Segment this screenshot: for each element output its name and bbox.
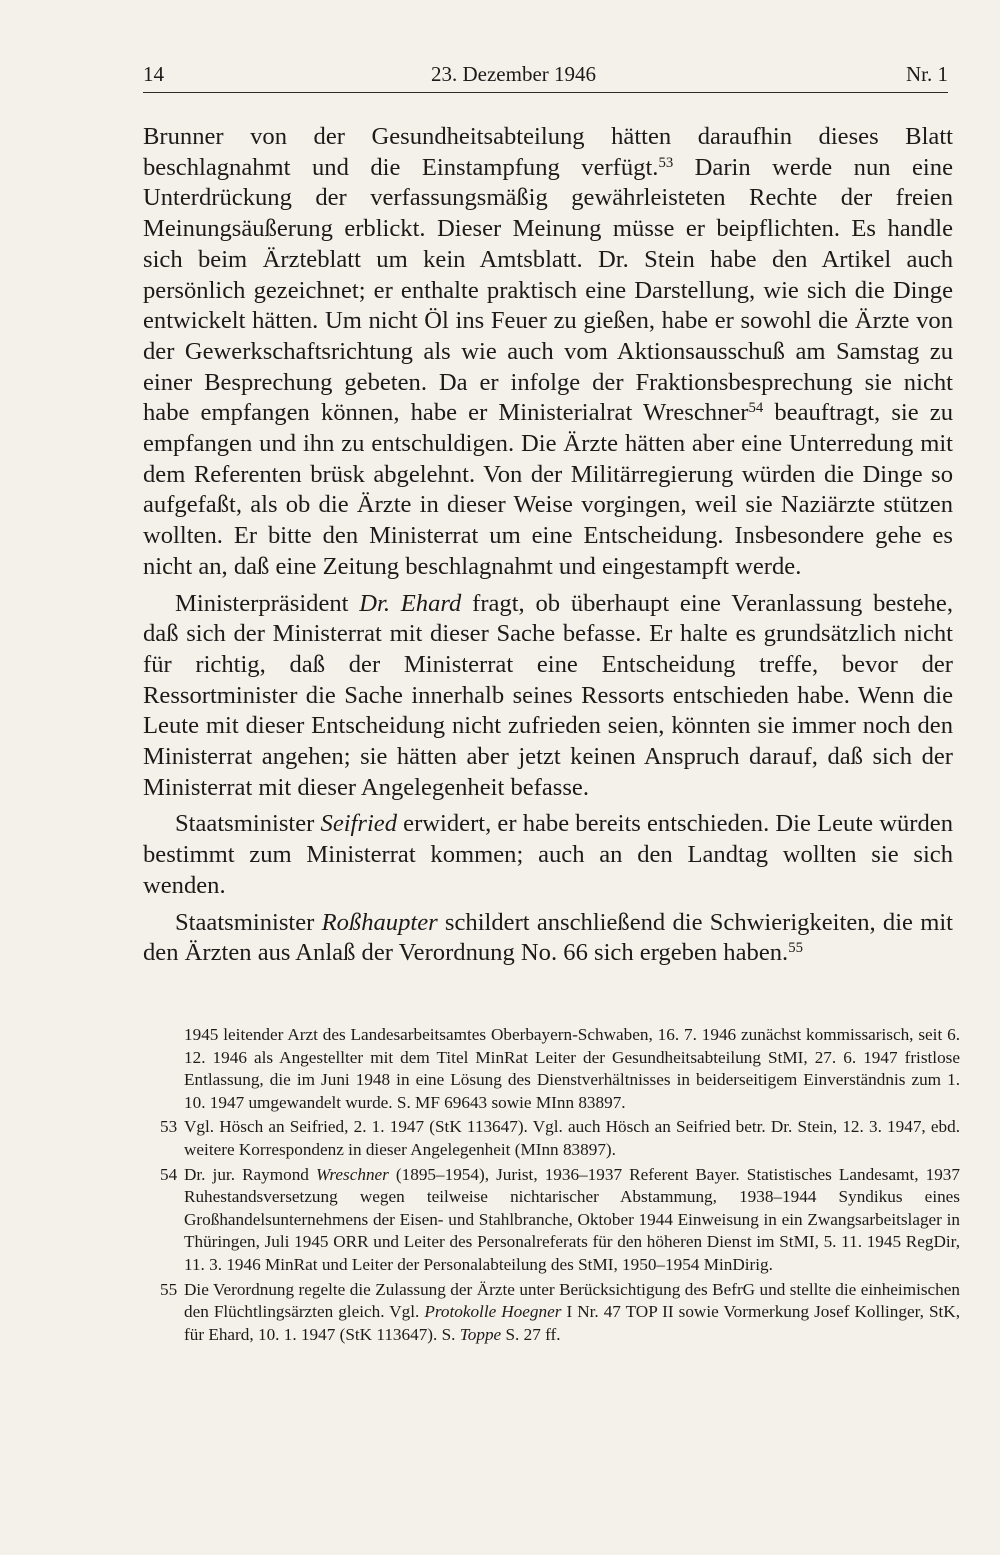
speaker-title: Staatsminister <box>175 908 322 936</box>
footnote-54 <box>160 1164 960 1277</box>
footnote-ref-54[interactable]: 54 <box>748 400 764 417</box>
paragraph-3 <box>143 809 953 901</box>
paragraph-text: schildert anschließend die Schwierigkeiten, die mit den Ärzten aus Anlaß der Verordnung No. 66 sich ergeben haben. <box>143 908 953 967</box>
footnote-53 <box>160 1116 960 1161</box>
footnote-text: S. 27 ff. <box>501 1324 561 1344</box>
main-text <box>143 122 953 969</box>
footnote-text: (1895–1954), Jurist, 1936–1937 Referent Bayer. Statistisches Landesamt, 1937 Ruhestandsversetzung wegen teilweise nichtarischer Abstammung, 1938–1944 Syndikus eines Großhandelsunternehmens der Eisen- und Stahlbranche, Oktober 1944 Einweisung in ein Zwangsarbeitslager in Thüringen, Juli 1945 ORR und Leiter des Personalreferats für den höheren Dienst im StMI, 5. 11. 1945 RegDir, 11. 3. 1946 MinRat und Leiter der Personalabteilung des StMI, 1950–1954 MinDirig. <box>184 1164 960 1274</box>
speaker-name: Roßhaupter <box>321 908 438 936</box>
footnote-text: 1945 leitender Arzt des Landesarbeitsamtes Oberbayern-Schwaben, 16. 7. 1946 zunächst kommissarisch, seit 6. 12. 1946 als Angestellter mit dem Titel MinRat Leiter der Gesundheitsabteilung StMI, 27. 6. 1947 fristlose Entlassung, die im Juni 1948 in eine Lösung des Dienstverhältnisses in beiderseitigem Einverständnis zum 1. 10. 1947 umgewandelt wurde. S. MF 69643 sowie MInn 83897. <box>184 1025 960 1112</box>
footnote-text: I Nr. 47 TOP II sowie Vormerkung Josef Kollinger, StK, für Ehard, 10. 1. 1947 (StK 113647). S. <box>184 1302 960 1344</box>
paragraph-text: erwidert, er habe bereits entschieden. Die Leute würden bestimmt zum Ministerrat kommen; auch an den Landtag wollten sie sich wenden. <box>143 810 953 899</box>
person-name: Wreschner <box>315 1164 389 1184</box>
header-issue: Nr. 1 <box>906 62 948 86</box>
footnote-text: Dr. jur. Raymond <box>184 1164 316 1184</box>
speaker-title: Ministerpräsident <box>175 589 360 617</box>
speaker-title: Staatsminister <box>175 810 321 838</box>
paragraph-4 <box>143 908 953 969</box>
paragraph-text: fragt, ob überhaupt eine Veranlassung bestehe, daß sich der Ministerrat mit dieser Sache befasse. Er halte es grundsätzlich nicht für richtig, daß der Ministerrat eine Entscheidung treffe, bevor der Ressortminister die Sache innerhalb seines Ressorts entschieden habe. Wenn die Leute mit dieser Entscheidung nicht zufrieden seien, könnten sie immer noch den Ministerrat angehen; sie hätten aber jetzt keinen Anspruch darauf, daß sich der Ministerrat mit dieser Angelegenheit befasse. <box>143 589 953 801</box>
footnote-ref-53[interactable]: 53 <box>658 154 674 171</box>
running-header <box>143 58 948 93</box>
reference-title: Protokolle Hoegner <box>424 1302 562 1322</box>
footnote-number: 54 <box>160 1164 178 1184</box>
footnotes <box>160 1024 960 1348</box>
speaker-name: Seifried <box>320 810 398 838</box>
footnote-55 <box>160 1279 960 1347</box>
paragraph-1 <box>143 122 953 583</box>
paragraph-text: Brunner von der Gesundheitsabteilung hätten daraufhin dieses Blatt beschlagnahmt und die Einstampfung verfügt. <box>143 123 953 181</box>
paragraph-text: beauftragt, sie zu empfangen und ihn zu entschuldigen. Die Ärzte hätten aber eine Unterredung mit dem Referenten brüsk abgelehnt. Von der Militärregierung würden die Dinge so aufgefaßt, als ob die Ärzte in dieser Weise vorgingen, weil sie Naziärzte stützen wollten. Er bitte den Ministerrat um eine Entscheidung. Insbesondere gehe es nicht an, daß eine Zeitung beschlagnahmt und eingestampft werde. <box>143 399 953 580</box>
paragraph-text: Darin werde nun eine Unterdrückung der verfassungsmäßig gewährleisteten Rechte der freien Meinungsäußerung erblickt. Dieser Meinung müsse er beipflichten. Es handle sich beim Ärzteblatt um kein Amtsblatt. Dr. Stein habe den Artikel auch persönlich gezeichnet; er enthalte praktisch eine Darstellung, wie sich die Dinge entwickelt hätten. Um nicht Öl ins Feuer zu gießen, habe er sowohl die Ärzte von der Gewerkschaftsrichtung als wie auch vom Aktionsausschuß am Samstag zu einer Besprechung gebeten. Da er infolge der Fraktionsbesprechung sie nicht habe empfangen können, habe er Ministerialrat Wreschner <box>143 153 953 427</box>
speaker-name: Dr. Ehard <box>359 589 462 617</box>
footnote-text: Vgl. Hösch an Seifried, 2. 1. 1947 (StK 113647). Vgl. auch Hösch an Seifried betr. Dr. Stein, 12. 3. 1947, ebd. weitere Korrespondenz in dieser Angelegenheit (MInn 83897). <box>184 1117 960 1159</box>
footnote-continuation <box>160 1024 960 1114</box>
page-number: 14 <box>143 62 164 86</box>
footnote-ref-55[interactable]: 55 <box>788 940 803 957</box>
reference-author: Toppe <box>459 1324 502 1344</box>
footnote-number: 55 <box>160 1279 178 1299</box>
header-date: 23. Dezember 1946 <box>431 62 597 86</box>
footnote-text: Die Verordnung regelte die Zulassung der Ärzte unter Berücksichtigung des BefrG und stellte die einheimischen den Flüchtlingsärzten gleich. Vgl. <box>184 1279 960 1322</box>
footnote-number: 53 <box>160 1117 178 1137</box>
paragraph-2 <box>143 589 953 804</box>
